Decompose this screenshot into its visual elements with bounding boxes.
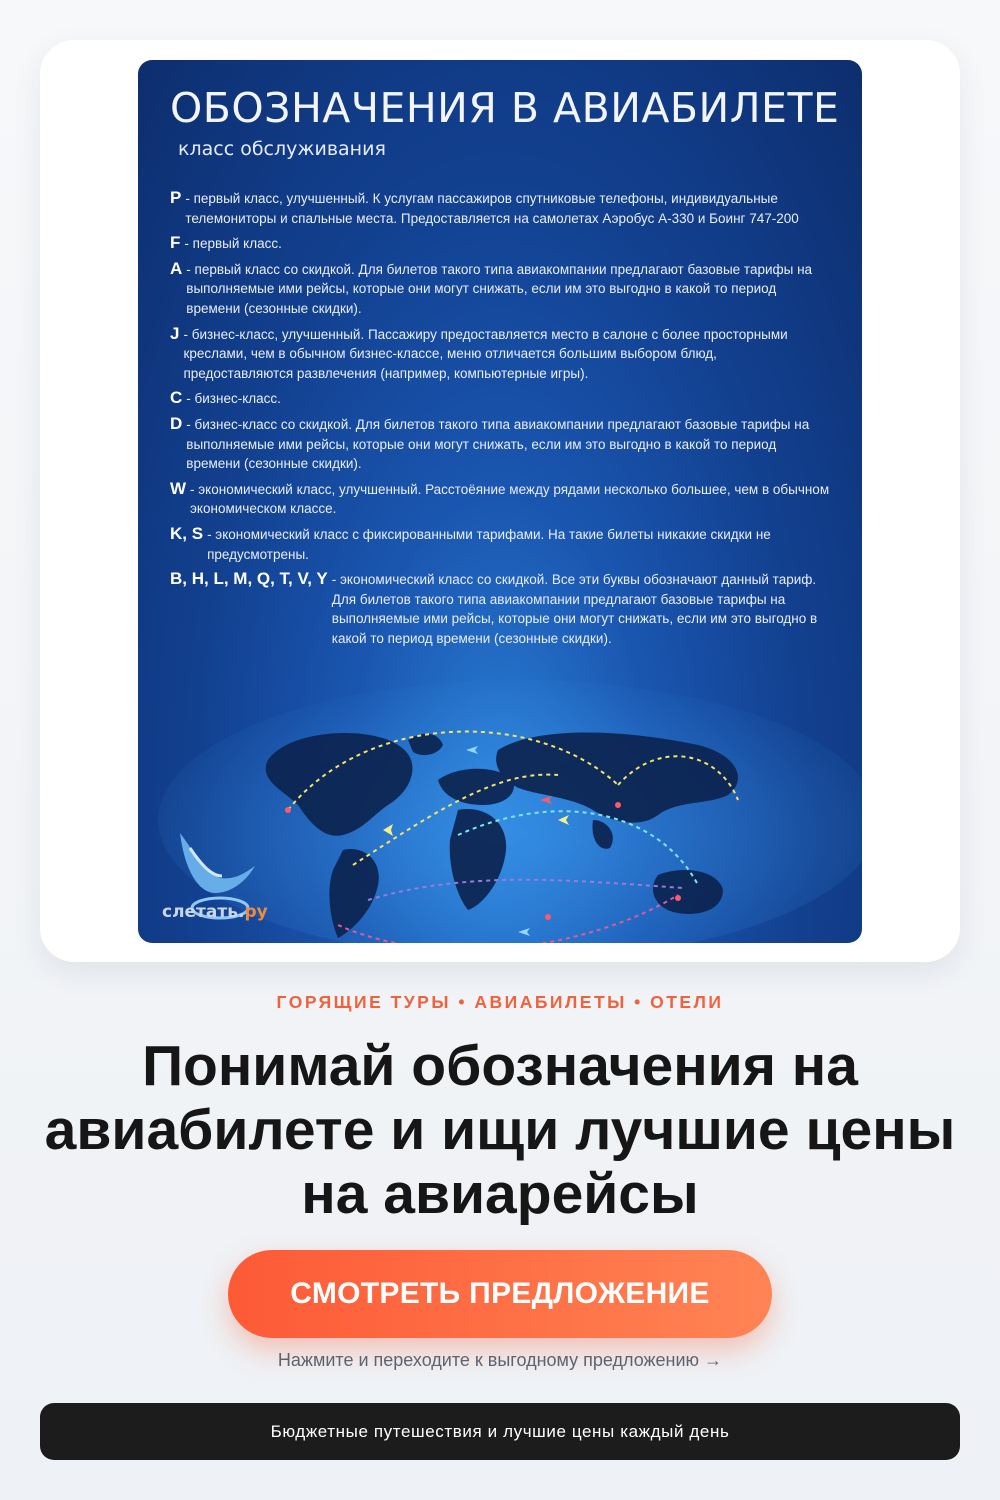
category-tagline: ГОРЯЩИЕ ТУРЫ • АВИАБИЛЕТЫ • ОТЕЛИ [276,992,724,1012]
class-description: - первый класс, улучшенный. К услугам пассажиров спутниковые телефоны, индивидуальные телемониторы и спальные места. Предоставляется на самолетах Аэробус А-330 и Боинг 747-200 [185,191,799,226]
class-item-d [170,414,830,474]
class-description: - экономический класс с фиксированными тарифами. На такие билеты никакие скидки не предусмотрены. [207,526,771,562]
class-item-j [170,324,830,384]
class-code: A [170,258,183,278]
class-item-a [170,259,830,319]
class-item-w [170,479,830,519]
class-code: F [170,233,181,253]
class-code: J [170,323,180,343]
class-item-ks [170,524,830,564]
footer-banner [40,1403,960,1460]
class-description: - первый класс со скидкой. Для билетов такого типа авиакомпании предлагают базовые тарифы на выполняемые ими рейсы, которые они могут снижать, если им это выгодно в какой то период времени (сезонные скидки). [186,261,813,316]
class-code: B, H, L, M, Q, T, V, Y [170,569,328,589]
poster-subtitle: класс обслуживания [178,138,386,160]
poster-title: ОБОЗНАЧЕНИЯ В АВИАБИЛЕТЕ [170,84,840,132]
class-list [170,188,830,653]
class-description: - первый класс. [184,236,282,252]
class-description: - экономический класс со скидкой. Все эти буквы обозначают данный тариф. Для билетов такого типа авиакомпании предлагают базовые тарифы на выполняемые ими рейсы, которые они могут снижать, если им это выгодно в какой то период времени (сезонные скидки). [331,572,818,646]
footer-text: Бюджетные путешествия и лучшие цены каждый день [270,1421,730,1441]
class-item-p [170,188,830,228]
logo-text: слетать. [162,902,245,922]
class-description: - бизнес-класс, улучшенный. Пассажиру предоставляется место в салоне с более просторными креслами, чем в обычном бизнес-классе, меню отличается большим выбором блюд, предоставляются развлечения (например, компьютерные игры). [183,326,788,381]
cta-hint-text: Нажмите и переходите к выгодному предложению → [277,1350,723,1370]
class-code: D [170,413,183,433]
class-description: - бизнес-класс со скидкой. Для билетов такого типа авиакомпании предлагают базовые тарифы на выполняемые ими рейсы, которые они могут снижать, если им это выгодно в какой то период времени (сезонные скидки). [186,416,810,472]
class-item-c [170,388,830,409]
class-code: K, S [170,523,204,543]
page-headline: Понимай обозначения на авиабилете и ищи лучшие цены на авиарейсы [44,1034,956,1226]
logo-wordmark [162,902,268,922]
logo-suffix: ру [244,902,268,922]
class-item-f [170,233,830,254]
class-code: P [170,188,182,207]
class-description: - бизнес-класс. [186,391,281,407]
class-description: - экономический класс, улучшенный. Расстоёяние между рядами несколько большее, чем в обычном экономическом классе. [190,481,830,517]
class-item-economy-discount [170,569,830,648]
class-code: C [170,388,183,408]
class-code: W [170,478,187,498]
ticket-codes-poster [138,60,862,943]
view-offer-button[interactable]: СМОТРЕТЬ ПРЕДЛОЖЕНИЕ [228,1250,772,1338]
